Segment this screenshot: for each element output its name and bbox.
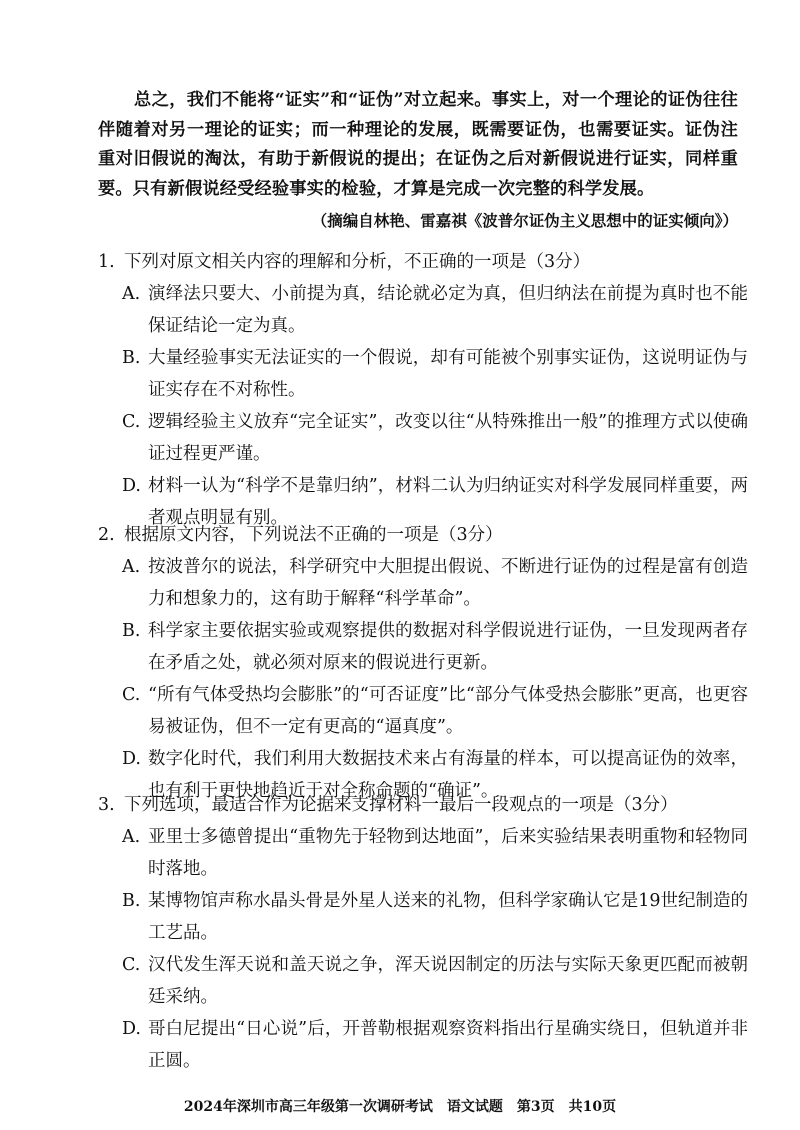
option-letter: B. bbox=[122, 891, 141, 911]
question-text: 下列选项，最适合作为论据来支撑材料一最后一段观点的一项是（3分） bbox=[124, 795, 678, 815]
option-text: 某博物馆声称水晶头骨是外星人送来的礼物，但科学家确认它是19世纪制造的工艺品。 bbox=[148, 891, 748, 943]
option-text: 大量经验事实无法证实的一个假说，却有可能被个别事实证伪，这说明证伪与证实存在不对称性。 bbox=[148, 348, 748, 400]
option-letter: D. bbox=[122, 476, 141, 496]
option-letter: D. bbox=[122, 749, 141, 769]
question-2 bbox=[98, 520, 748, 807]
question-stem bbox=[98, 790, 748, 821]
option-d bbox=[122, 1014, 748, 1077]
option-text: “所有气体受热均会膨胀”的“可否证度”比“部分气体受热会膨胀”更高，也更容易被证伪，但不一定有更高的“逼真度”。 bbox=[148, 685, 748, 737]
option-a bbox=[122, 279, 748, 342]
option-text: 科学家主要依据实验或观察提供的数据对科学假说进行证伪，一旦发现两者存在矛盾之处，就必须对原来的假说进行更新。 bbox=[148, 621, 748, 673]
passage-paragraph: 总之，我们不能将“证实”和“证伪”对立起来。事实上，对一个理论的证伪往往伴随着对另一理论的证实；而一种理论的发展，既需要证伪，也需要证实。证伪注重对旧假说的淘汰，有助于新假说的提出；在证伪之后对新假说进行证实，同样重要。只有新假说经受经验事实的检验，才算是完成一次完整的科学发展。 bbox=[98, 90, 738, 199]
question-stem bbox=[98, 520, 748, 551]
option-letter: C. bbox=[122, 412, 141, 432]
option-text: 材料一认为“科学不是靠归纳”，材料二认为归纳证实对科学发展同样重要，两者观点明显有别。 bbox=[148, 476, 748, 528]
option-text: 按波普尔的说法，科学研究中大胆提出假说、不断进行证伪的过程是富有创造力和想象力的，这有助于解释“科学革命”。 bbox=[148, 557, 748, 609]
option-letter: B. bbox=[122, 348, 141, 368]
question-3 bbox=[98, 790, 748, 1077]
option-letter: A. bbox=[122, 557, 141, 577]
option-b bbox=[122, 886, 748, 949]
question-number: 3. bbox=[98, 795, 115, 815]
question-stem bbox=[98, 247, 748, 278]
option-letter: B. bbox=[122, 621, 141, 641]
option-b bbox=[122, 616, 748, 679]
option-a bbox=[122, 822, 748, 885]
option-a bbox=[122, 552, 748, 615]
option-letter: C. bbox=[122, 685, 141, 705]
option-b bbox=[122, 343, 748, 406]
option-text: 逻辑经验主义放弃“完全证实”，改变以往“从特殊推出一般”的推理方式以使确证过程更严谨。 bbox=[148, 412, 748, 464]
question-number: 2. bbox=[98, 525, 115, 545]
option-letter: A. bbox=[122, 827, 141, 847]
option-c bbox=[122, 407, 748, 470]
page-footer: 2024年深圳市高三年级第一次调研考试 语文试题 第3页 共10页 bbox=[183, 1099, 617, 1115]
option-text: 哥白尼提出“日心说”后，开普勒根据观察资料指出行星确实绕日，但轨道并非正圆。 bbox=[148, 1019, 748, 1071]
passage-source: （摘编自林艳、雷嘉祺《波普尔证伪主义思想中的证实倾向》） bbox=[311, 211, 738, 230]
option-letter: C. bbox=[122, 955, 141, 975]
option-text: 数字化时代，我们利用大数据技术来占有海量的样本，可以提高证伪的效率，也有利于更快地趋近于对全称命题的“确证”。 bbox=[148, 749, 748, 801]
option-letter: A. bbox=[122, 284, 141, 304]
question-1 bbox=[98, 247, 748, 534]
option-text: 亚里士多德曾提出“重物先于轻物到达地面”，后来实验结果表明重物和轻物同时落地。 bbox=[148, 827, 748, 879]
question-number: 1. bbox=[98, 252, 115, 272]
question-text: 下列对原文相关内容的理解和分析，不正确的一项是（3分） bbox=[124, 252, 591, 272]
option-c bbox=[122, 950, 748, 1013]
option-letter: D. bbox=[122, 1019, 141, 1039]
question-text: 根据原文内容，下列说法不正确的一项是（3分） bbox=[124, 525, 503, 545]
option-c bbox=[122, 680, 748, 743]
option-text: 演绎法只要大、小前提为真，结论就必定为真，但归纳法在前提为真时也不能保证结论一定为真。 bbox=[148, 284, 748, 336]
option-text: 汉代发生浑天说和盖天说之争，浑天说因制定的历法与实际天象更匹配而被朝廷采纳。 bbox=[148, 955, 748, 1007]
